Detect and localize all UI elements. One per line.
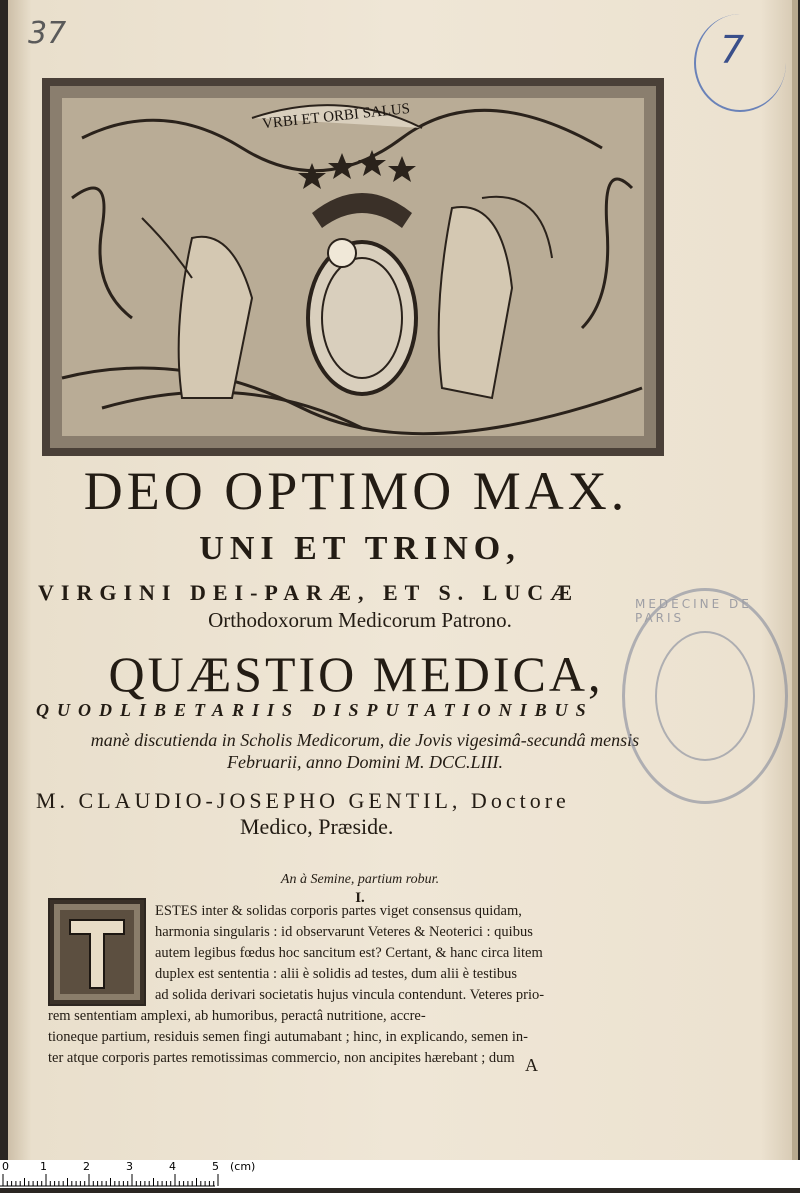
question-text: An à Semine, partium robur. [280, 872, 440, 887]
page-title: QUÆSTIO MEDICA, [108, 646, 604, 702]
ruler-scale [0, 1160, 800, 1188]
decorated-initial-t [48, 898, 146, 1006]
body-line-8: ter atque corporis partes remotissimas commercio, non ancipites hærebant ; dum [48, 1050, 515, 1066]
heading-year-line: Februarii, anno Domini M. DCC.LIII. [227, 752, 503, 772]
measurement-ruler [0, 1160, 800, 1188]
heading-patrono: Orthodoxorum Medicorum Patrono. [208, 608, 512, 632]
ruler-label-1: 1 [40, 1160, 47, 1173]
ruler-label-5: 5 [212, 1160, 219, 1173]
body-line-6: rem sententiam amplexi, ab humoribus, peractâ nutritione, accre- [48, 1008, 426, 1024]
body-line-3: autem legibus fœdus hoc sancitum est? Certant, & hanc circa litem [155, 945, 543, 961]
ruler-label-4: 4 [169, 1160, 176, 1173]
section-number: I. [355, 890, 365, 906]
heading-virgini: VIRGINI DEI-PARÆ, ET S. LUCÆ [38, 580, 580, 605]
library-stamp [622, 588, 788, 804]
manuscript-number: 7 [720, 28, 745, 72]
stamp-portrait [655, 631, 755, 761]
folio-annotation: 37 [28, 16, 67, 51]
signature-mark: A [525, 1055, 538, 1075]
heading-praeses-title: Medico, Præside. [240, 814, 394, 839]
body-line-1: ESTES inter & solidas corporis partes viget consensus quidam, [155, 903, 522, 919]
heading-deo: DEO OPTIMO MAX. [83, 461, 629, 521]
ruler-label-3: 3 [126, 1160, 133, 1173]
ruler-label-0: 0 [2, 1160, 9, 1173]
body-line-4: duplex est sententia : alii è solidis ad testes, dum alii è testibus [155, 966, 518, 982]
heading-uni-et-trino: UNI ET TRINO, [199, 530, 521, 567]
body-line-5: ad solida derivari societatis hujus vincula contendunt. Veteres prio- [155, 987, 545, 1003]
ruler-label-unit: (cm) [230, 1160, 256, 1173]
ruler-label-2: 2 [83, 1160, 90, 1173]
body-line-7: tioneque partium, residuis semen fingi autumabant ; hinc, in explicando, semen in- [48, 1029, 528, 1045]
heading-quodlibetariis: QUODLIBETARIIS DISPUTATIONIBUS [36, 700, 594, 720]
stamp-text: MEDECINE DE PARIS [635, 597, 752, 625]
heading-date-line: manè discutienda in Scholis Medicorum, die Jovis vigesimâ-secundâ mensis [90, 730, 640, 750]
engraving-motto: VRBI ET ORBI SALUS [261, 100, 411, 133]
engraved-vignette [42, 78, 664, 456]
heading-praeses-name: M. CLAUDIO-JOSEPHO GENTIL, Doctore [36, 788, 570, 813]
body-line-2: harmonia singularis : id observarunt Veteres & Neoterici : quibus [155, 924, 533, 940]
